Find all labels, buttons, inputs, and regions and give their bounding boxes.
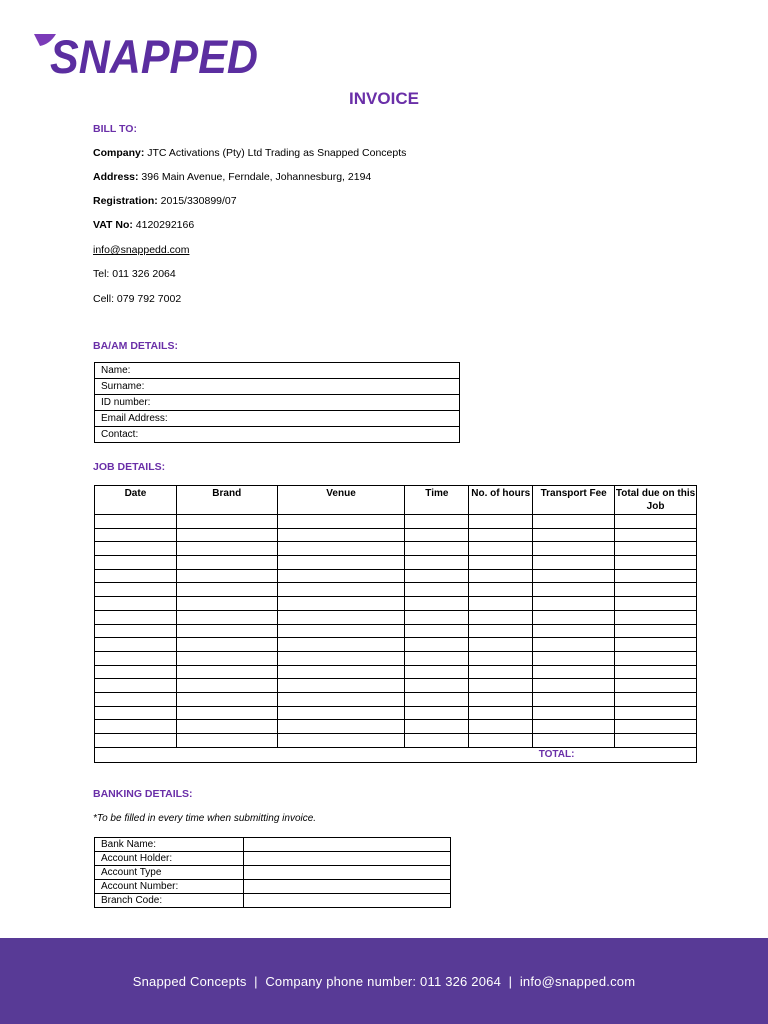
- total-spacer: [95, 747, 533, 762]
- job-column-header: Date: [95, 486, 177, 515]
- job-cell[interactable]: [469, 569, 533, 583]
- job-cell[interactable]: [277, 638, 405, 652]
- ba-row: [95, 427, 460, 443]
- ba-row-label[interactable]: Surname:: [95, 379, 460, 395]
- job-cell[interactable]: [615, 515, 697, 529]
- ba-row-label[interactable]: Email Address:: [95, 411, 460, 427]
- job-cell[interactable]: [176, 556, 277, 570]
- job-column-header: Venue: [277, 486, 405, 515]
- job-cell[interactable]: [95, 706, 177, 720]
- total-label: TOTAL:: [533, 747, 697, 762]
- banking-row-label: Branch Code:: [95, 894, 244, 908]
- job-cell[interactable]: [615, 706, 697, 720]
- job-row: [95, 624, 697, 638]
- job-cell[interactable]: [277, 528, 405, 542]
- job-cell[interactable]: [277, 542, 405, 556]
- job-cell[interactable]: [533, 542, 615, 556]
- job-cell[interactable]: [405, 583, 469, 597]
- cell-line: Cell: 079 792 7002: [93, 293, 182, 305]
- company-line: [93, 147, 406, 159]
- job-cell[interactable]: [95, 679, 177, 693]
- job-cell[interactable]: [469, 638, 533, 652]
- job-cell[interactable]: [176, 679, 277, 693]
- job-cell[interactable]: [95, 692, 177, 706]
- job-cell[interactable]: [176, 610, 277, 624]
- job-row: [95, 638, 697, 652]
- banking-row-value[interactable]: [244, 866, 451, 880]
- job-cell[interactable]: [615, 569, 697, 583]
- job-row: [95, 665, 697, 679]
- job-cell[interactable]: [95, 720, 177, 734]
- job-row: [95, 542, 697, 556]
- job-cell[interactable]: [469, 610, 533, 624]
- ba-row: [95, 411, 460, 427]
- job-row: [95, 692, 697, 706]
- job-row: [95, 734, 697, 748]
- job-row: [95, 556, 697, 570]
- job-cell[interactable]: [615, 692, 697, 706]
- job-row: [95, 583, 697, 597]
- job-cell[interactable]: [615, 597, 697, 611]
- job-cell[interactable]: [95, 597, 177, 611]
- job-cell[interactable]: [277, 679, 405, 693]
- job-cell[interactable]: [176, 706, 277, 720]
- job-cell[interactable]: [469, 528, 533, 542]
- job-cell[interactable]: [615, 583, 697, 597]
- job-cell[interactable]: [615, 528, 697, 542]
- job-cell[interactable]: [615, 720, 697, 734]
- job-cell[interactable]: [95, 569, 177, 583]
- job-cell[interactable]: [95, 610, 177, 624]
- job-cell[interactable]: [277, 624, 405, 638]
- job-cell[interactable]: [277, 720, 405, 734]
- svg-text:SNAPPED: SNAPPED: [50, 32, 258, 78]
- banking-row-label: Account Holder:: [95, 852, 244, 866]
- registration-line: [93, 195, 237, 207]
- job-cell[interactable]: [405, 651, 469, 665]
- job-row: [95, 597, 697, 611]
- job-cell[interactable]: [533, 583, 615, 597]
- ba-row: [95, 395, 460, 411]
- company-value: JTC Activations (Pty) Ltd Trading as Snapped Concepts: [144, 147, 407, 159]
- job-cell[interactable]: [533, 665, 615, 679]
- banking-row: [95, 852, 451, 866]
- job-cell[interactable]: [405, 569, 469, 583]
- job-cell[interactable]: [95, 734, 177, 748]
- job-row: [95, 720, 697, 734]
- job-cell[interactable]: [405, 556, 469, 570]
- address-line: [93, 171, 371, 183]
- job-row: [95, 515, 697, 529]
- job-cell[interactable]: [176, 583, 277, 597]
- job-cell[interactable]: [277, 692, 405, 706]
- job-row: [95, 679, 697, 693]
- job-cell[interactable]: [405, 638, 469, 652]
- job-cell[interactable]: [533, 556, 615, 570]
- ba-row-label[interactable]: ID number:: [95, 395, 460, 411]
- job-cell[interactable]: [95, 542, 177, 556]
- job-cell[interactable]: [469, 624, 533, 638]
- job-cell[interactable]: [405, 706, 469, 720]
- page-title: INVOICE: [349, 89, 419, 108]
- job-cell[interactable]: [469, 734, 533, 748]
- job-cell[interactable]: [533, 624, 615, 638]
- ba-details-heading: BA/AM DETAILS:: [93, 340, 178, 352]
- job-cell[interactable]: [533, 569, 615, 583]
- ba-row: [95, 363, 460, 379]
- job-cell[interactable]: [469, 651, 533, 665]
- job-cell[interactable]: [277, 651, 405, 665]
- job-cell[interactable]: [176, 569, 277, 583]
- snapped-logo: [34, 32, 260, 78]
- job-cell[interactable]: [533, 692, 615, 706]
- vat-label: VAT No:: [93, 219, 133, 231]
- job-cell[interactable]: [277, 706, 405, 720]
- banking-row: [95, 894, 451, 908]
- job-cell[interactable]: [533, 651, 615, 665]
- job-cell[interactable]: [533, 597, 615, 611]
- tel-line: Tel: 011 326 2064: [93, 268, 176, 280]
- job-cell[interactable]: [615, 679, 697, 693]
- job-cell[interactable]: [405, 692, 469, 706]
- vat-value: 4120292166: [132, 219, 195, 231]
- job-cell[interactable]: [405, 610, 469, 624]
- job-column-header: Total due on this Job: [615, 486, 697, 515]
- job-cell[interactable]: [533, 610, 615, 624]
- job-cell[interactable]: [95, 638, 177, 652]
- company-label: Company:: [93, 147, 145, 159]
- job-cell[interactable]: [469, 706, 533, 720]
- footer-bar: [0, 938, 768, 1024]
- job-row: [95, 528, 697, 542]
- job-row: [95, 706, 697, 720]
- job-cell[interactable]: [533, 734, 615, 748]
- job-cell[interactable]: [469, 665, 533, 679]
- banking-details-table: [94, 837, 451, 908]
- job-cell[interactable]: [405, 720, 469, 734]
- banking-row-value[interactable]: [244, 852, 451, 866]
- job-row: [95, 569, 697, 583]
- job-cell[interactable]: [405, 624, 469, 638]
- ba-row-label[interactable]: Name:: [95, 363, 460, 379]
- job-column-header: Transport Fee: [533, 486, 615, 515]
- banking-row-value[interactable]: [244, 880, 451, 894]
- banking-details-heading: BANKING DETAILS:: [93, 788, 193, 800]
- job-column-header: No. of hours: [469, 486, 533, 515]
- banking-row-value[interactable]: [244, 894, 451, 908]
- job-cell[interactable]: [176, 528, 277, 542]
- ba-details-table: [94, 362, 460, 443]
- job-cell[interactable]: [95, 556, 177, 570]
- job-cell[interactable]: [533, 720, 615, 734]
- registration-value: 2015/330899/07: [157, 195, 237, 207]
- banking-row-label: Bank Name:: [95, 838, 244, 852]
- job-cell[interactable]: [95, 651, 177, 665]
- job-cell[interactable]: [277, 556, 405, 570]
- job-cell[interactable]: [277, 610, 405, 624]
- job-cell[interactable]: [469, 692, 533, 706]
- job-cell[interactable]: [95, 528, 177, 542]
- job-cell[interactable]: [405, 665, 469, 679]
- job-cell[interactable]: [405, 542, 469, 556]
- job-cell[interactable]: [277, 583, 405, 597]
- job-cell[interactable]: [277, 569, 405, 583]
- email-link[interactable]: info@snappedd.com: [93, 244, 190, 256]
- banking-note: *To be filled in every time when submitting invoice.: [93, 813, 317, 824]
- job-cell[interactable]: [615, 610, 697, 624]
- job-cell[interactable]: [615, 624, 697, 638]
- job-cell[interactable]: [95, 624, 177, 638]
- job-cell[interactable]: [176, 638, 277, 652]
- job-cell[interactable]: [405, 734, 469, 748]
- email-line: [93, 244, 189, 256]
- job-cell[interactable]: [405, 679, 469, 693]
- job-cell[interactable]: [405, 528, 469, 542]
- job-details-heading: JOB DETAILS:: [93, 461, 166, 473]
- job-cell[interactable]: [176, 651, 277, 665]
- job-cell[interactable]: [176, 665, 277, 679]
- registration-label: Registration:: [93, 195, 158, 207]
- job-cell[interactable]: [176, 597, 277, 611]
- job-cell[interactable]: [533, 515, 615, 529]
- job-cell[interactable]: [176, 734, 277, 748]
- bill-to-heading: BILL TO:: [93, 123, 137, 135]
- banking-row: [95, 866, 451, 880]
- job-column-header: Brand: [176, 486, 277, 515]
- banking-row-label: Account Type: [95, 866, 244, 880]
- job-cell[interactable]: [277, 734, 405, 748]
- banking-row: [95, 880, 451, 894]
- job-cell[interactable]: [615, 651, 697, 665]
- job-cell[interactable]: [469, 597, 533, 611]
- job-cell[interactable]: [95, 515, 177, 529]
- job-cell[interactable]: [176, 542, 277, 556]
- banking-row-label: Account Number:: [95, 880, 244, 894]
- job-cell[interactable]: [615, 638, 697, 652]
- job-cell[interactable]: [405, 515, 469, 529]
- job-cell[interactable]: [615, 542, 697, 556]
- job-cell[interactable]: [615, 734, 697, 748]
- job-cell[interactable]: [615, 665, 697, 679]
- job-cell[interactable]: [176, 692, 277, 706]
- vat-line: [93, 219, 194, 231]
- banking-row: [95, 838, 451, 852]
- job-cell[interactable]: [277, 515, 405, 529]
- job-cell[interactable]: [176, 624, 277, 638]
- job-row: [95, 610, 697, 624]
- job-cell[interactable]: [533, 679, 615, 693]
- banking-row-value[interactable]: [244, 838, 451, 852]
- job-cell[interactable]: [95, 583, 177, 597]
- job-total-row: [95, 747, 697, 762]
- job-cell[interactable]: [176, 515, 277, 529]
- job-cell[interactable]: [533, 706, 615, 720]
- address-value: 396 Main Avenue, Ferndale, Johannesburg, 2194: [138, 171, 372, 183]
- address-label: Address:: [93, 171, 139, 183]
- job-cell[interactable]: [469, 583, 533, 597]
- job-cell[interactable]: [469, 515, 533, 529]
- job-cell[interactable]: [533, 638, 615, 652]
- job-cell[interactable]: [469, 542, 533, 556]
- job-details-table: [94, 485, 697, 763]
- ba-row-label[interactable]: Contact:: [95, 427, 460, 443]
- job-column-header: Time: [405, 486, 469, 515]
- job-cell[interactable]: [95, 665, 177, 679]
- job-cell[interactable]: [533, 528, 615, 542]
- job-cell[interactable]: [469, 720, 533, 734]
- job-cell[interactable]: [469, 556, 533, 570]
- job-cell[interactable]: [277, 665, 405, 679]
- job-cell[interactable]: [277, 597, 405, 611]
- job-cell[interactable]: [176, 720, 277, 734]
- job-cell[interactable]: [615, 556, 697, 570]
- footer-text: Snapped Concepts | Company phone number: 011 326 2064 | info@snapped.com: [132, 973, 636, 989]
- ba-row: [95, 379, 460, 395]
- job-cell[interactable]: [469, 679, 533, 693]
- job-cell[interactable]: [405, 597, 469, 611]
- job-row: [95, 651, 697, 665]
